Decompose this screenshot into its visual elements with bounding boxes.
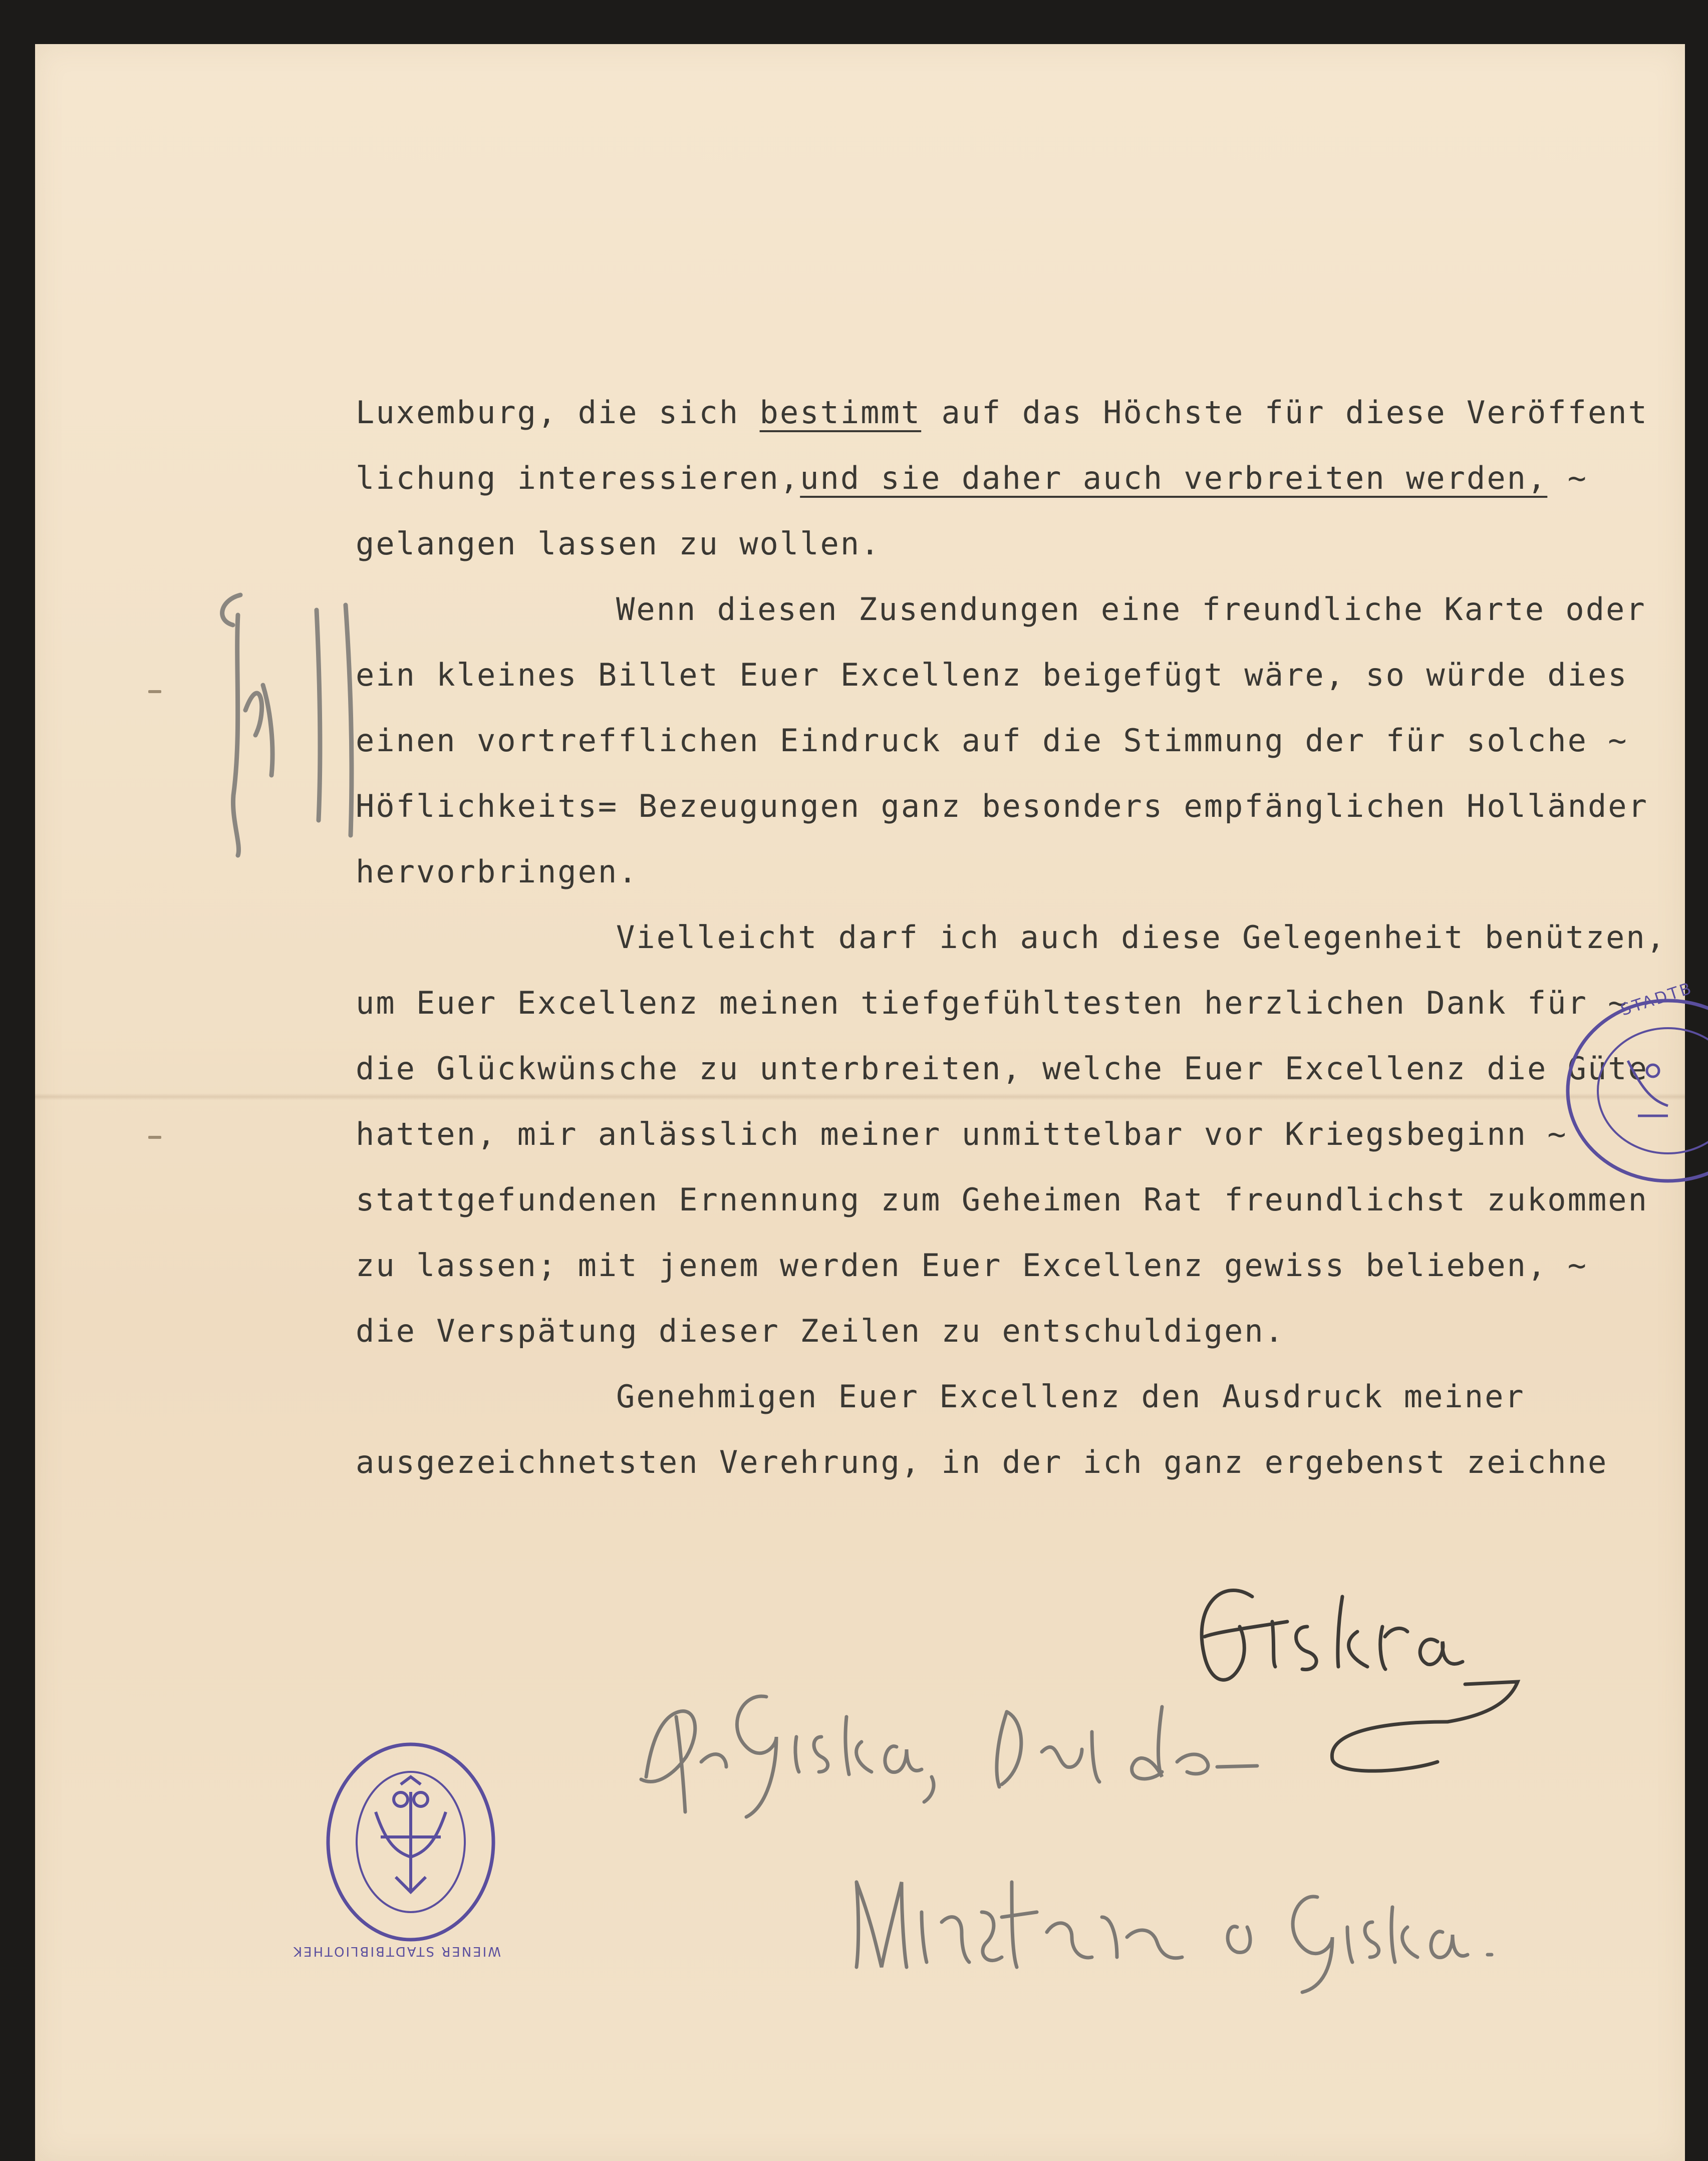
corner-stamp-text: STADTB xyxy=(1618,978,1695,1020)
text-line: ein kleines Billet Euer Excellenz beigefügt wäre, so würde dies xyxy=(356,657,1628,693)
corner-stamp xyxy=(1548,978,1695,1196)
letter-body xyxy=(356,380,1708,1495)
pencil-annotation-line1 xyxy=(626,1667,1428,1832)
pencil-margin-note xyxy=(185,585,376,865)
library-stamp-text: WIENER STADTBIBLIOTHEK xyxy=(292,1944,501,1959)
text-line: Höflichkeits= Bezeugungen ganz besonders empfänglichen Holländer xyxy=(356,788,1648,824)
text-line: hatten, mir anlässlich meiner unmittelbar vor Kriegsbeginn ~ xyxy=(356,1116,1568,1152)
text-line: um Euer Excellenz meinen tiefgefühltesten herzlichen Dank für ~ xyxy=(356,985,1628,1021)
paragraph-start: Vielleicht darf ich auch diese Gelegenheit benützen, xyxy=(616,919,1667,956)
pencil-annotation-line2 xyxy=(836,1852,1558,2002)
underlined-text: und sie daher auch verbreiten werden, xyxy=(800,460,1548,496)
text-line: lichung interessieren,und sie daher auch verbreiten werden, ~ xyxy=(356,460,1588,496)
paragraph-start: Genehmigen Euer Excellenz den Ausdruck meiner xyxy=(616,1378,1525,1415)
text-line: hervorbringen. xyxy=(356,853,639,890)
underlined-text: bestimmt xyxy=(759,394,922,431)
text-line: stattgefundenen Ernennung zum Geheimen Rat freundlichst zukommen xyxy=(356,1181,1648,1218)
text-line: die Verspätung dieser Zeilen zu entschuldigen. xyxy=(356,1313,1285,1349)
text-line: die Glückwünsche zu unterbreiten, welche Euer Excellenz die Güte xyxy=(356,1050,1648,1087)
library-stamp xyxy=(292,1737,501,1959)
text-line: zu lassen; mit jenem werden Euer Excellenz gewiss belieben, ~ xyxy=(356,1247,1588,1284)
margin-mark xyxy=(148,690,161,693)
text-line: einen vortrefflichen Eindruck auf die Stimmung der für solche ~ xyxy=(356,722,1628,759)
margin-mark xyxy=(148,1136,161,1139)
letter-page xyxy=(35,44,1695,2161)
paragraph-start: Wenn diesen Zusendungen eine freundliche Karte oder xyxy=(616,591,1646,628)
text-line: Luxemburg, die sich bestimmt auf das Höchste für diese Veröffent xyxy=(356,394,1648,431)
text-line: gelangen lassen zu wollen. xyxy=(356,525,881,562)
text-line: ausgezeichnetsten Verehrung, in der ich ganz ergebenst zeichne xyxy=(356,1444,1608,1480)
